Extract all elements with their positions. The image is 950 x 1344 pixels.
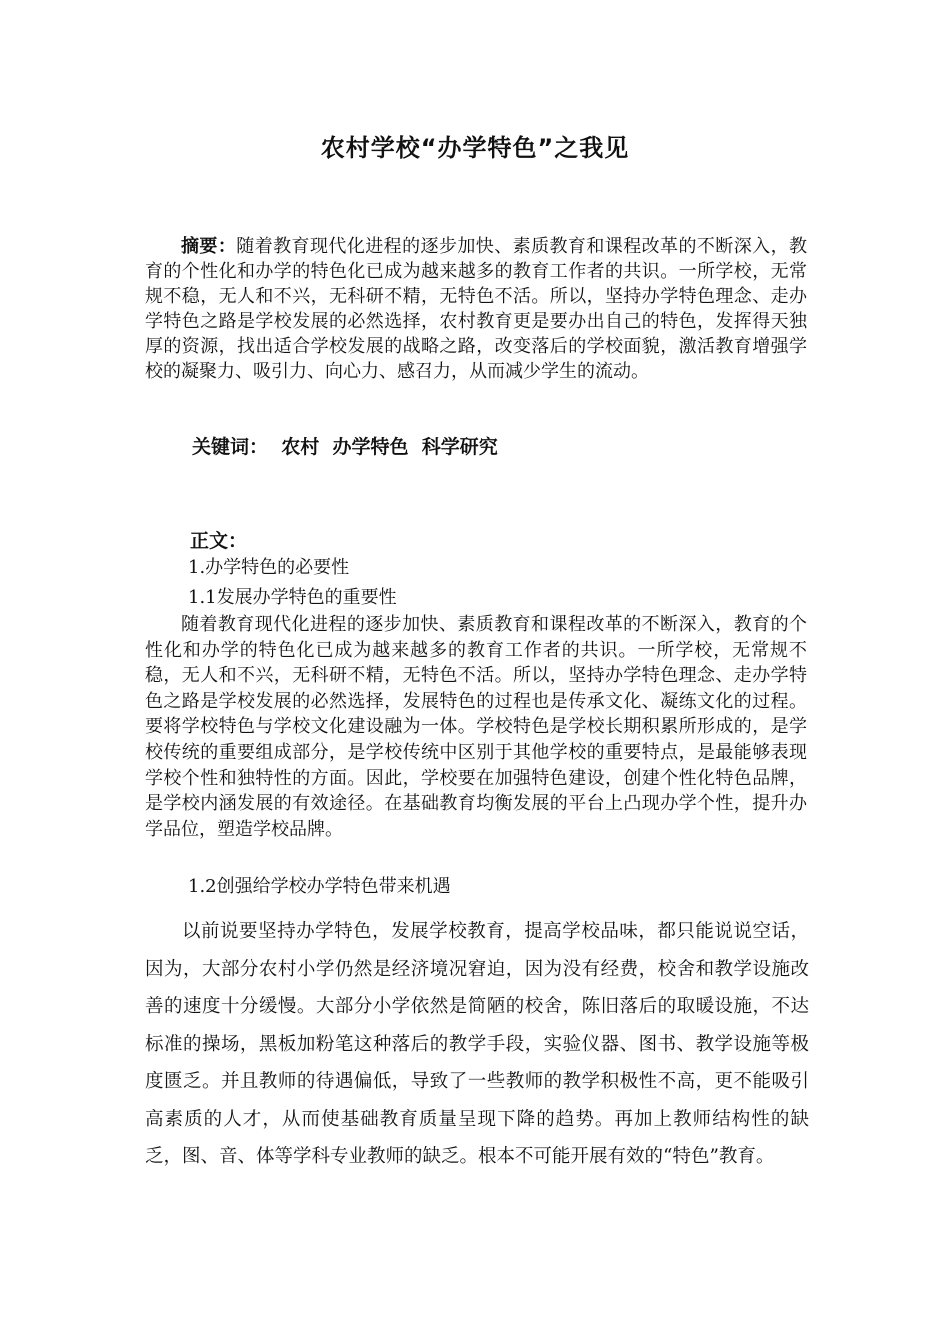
keyword-item: 农村 (281, 436, 320, 458)
body-label: 正文： (190, 530, 248, 552)
abstract-text: 随着教育现代化进程的逐步加快、素质教育和课程改革的不断深入，教育的个性化和办学的特色化已成为越来越多的教育工作者的共识。一所学校，无常规不稳，无人和不兴，无科研不精，无特色不活。所以，坚持办学特色理念、走办学特色之路是学校发展的必然选择，农村教育更是要办出自己的特色，发挥得天独厚的资源，找出适合学校发展的战略之路，改变落后的学校面貌，激活教育增强学校的凝聚力、吸引力、向心力、感召力，从而减少学生的流动。 (145, 236, 808, 382)
body-paragraph: 以前说要坚持办学特色，发展学校教育，提高学校品味，都只能说说空话，因为，大部分农村小学仍然是经济境况窘迫，因为没有经费，校舍和教学设施改善的速度十分缓慢。大部分小学依然是简陋的校舍，陈旧落后的取暖设施，不达标准的操场，黑板加粉笔这种落后的教学手段，实验仪器、图书、教学设施等极度匮乏。并且教师的待遇偏低，导致了一些教师的教学积极性不高，更不能吸引高素质的人才，从而使基础教育质量呈现下降的趋势。再加上教师结构性的缺乏，图、音、体等学科专业教师的缺乏。根本不可能开展有效的“特色”教育。 (145, 921, 809, 1167)
subsection-heading: 1.1发展办学特色的重要性 (188, 587, 397, 608)
keyword-item: 科学研究 (421, 436, 498, 458)
subsection-heading: 1.2创强给学校办学特色带来机遇 (188, 876, 451, 897)
keywords-line (192, 433, 812, 461)
body-paragraph: 随着教育现代化进程的逐步加快、素质教育和课程改革的不断深入，教育的个性化和办学的特色化已成为越来越多的教育工作者的共识。一所学校，无常规不稳，无人和不兴，无科研不精，无特色不活。所以，坚持办学特色理念、走办学特色之路是学校发展的必然选择，发展特色的过程也是传承文化、凝练文化的过程。要将学校特色与学校文化建设融为一体。学校特色是学校长期积累所形成的，是学校传统的重要组成部分，是学校传统中区别于其他学校的重要特点，是最能够表现学校个性和独特性的方面。因此，学校要在加强特色建设，创建个性化特色品牌，是学校内涵发展的有效途径。在基础教育均衡发展的平台上凸现办学个性，提升办学品位，塑造学校品牌。 (145, 614, 807, 840)
keyword-item: 办学特色 (332, 436, 409, 458)
section-heading: 1.办学特色的必要性 (188, 557, 350, 578)
abstract-paragraph (145, 234, 807, 384)
document-title: 农村学校“办学特色”之我见 (320, 134, 630, 162)
keywords-label: 关键词： (192, 436, 269, 458)
abstract-label: 摘要： (181, 236, 237, 257)
